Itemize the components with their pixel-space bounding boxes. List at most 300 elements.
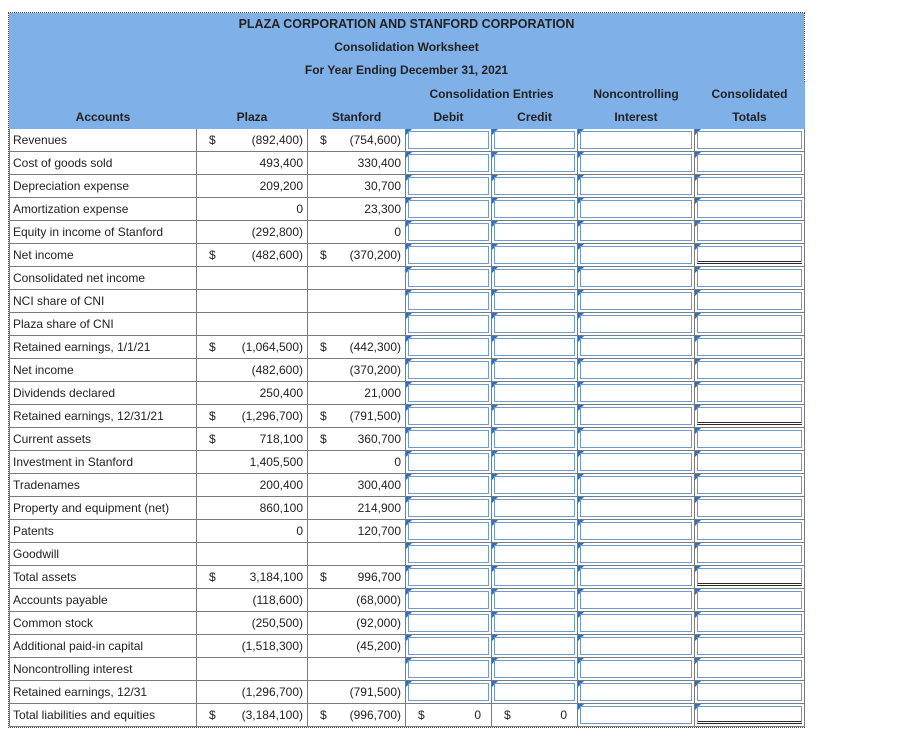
stanford-amount: 214,900 [357,501,401,515]
credit-input-box[interactable] [494,246,575,264]
credit-input[interactable] [492,566,578,589]
plaza-amount-cell [197,589,308,612]
nci-input[interactable] [578,405,695,428]
dollar-sign: $ [209,133,216,147]
nci-input[interactable] [578,221,695,244]
plaza-amount-cell [197,290,308,313]
debit-input-box[interactable] [408,591,489,609]
table-row [10,474,805,497]
plaza-amount-cell [197,313,308,336]
debit-input[interactable] [406,474,492,497]
consolidated-input-box[interactable] [697,292,802,310]
debit-input[interactable] [406,221,492,244]
nci-header-line2: Interest [578,106,695,129]
debit-input[interactable] [406,152,492,175]
stanford-amount-cell [308,359,406,382]
consolidated-input[interactable] [695,313,805,336]
credit-input-box[interactable] [494,131,575,149]
nci-input[interactable] [578,175,695,198]
debit-input[interactable] [406,313,492,336]
worksheet-table [9,82,805,727]
consolidated-input-box[interactable] [697,706,802,724]
consolidation-entries-header: Consolidation Entries [406,83,578,106]
debit-input-box[interactable] [408,683,489,701]
plaza-amount: 3,184,100 [249,570,303,584]
credit-input[interactable] [492,497,578,520]
consolidated-input-box[interactable] [697,315,802,333]
consolidated-input[interactable] [695,589,805,612]
debit-input-box[interactable] [408,637,489,655]
credit-input[interactable] [492,336,578,359]
account-name: Common stock [10,612,197,635]
nci-input-box[interactable] [580,200,692,218]
account-name: Accounts payable [10,589,197,612]
nci-input[interactable] [578,313,695,336]
consolidated-input[interactable] [695,428,805,451]
debit-input[interactable] [406,267,492,290]
consolidated-header-line2: Totals [695,106,805,129]
credit-input[interactable] [492,635,578,658]
dollar-sign: $ [320,432,327,446]
debit-input-box[interactable] [408,269,489,287]
table-row [10,566,805,589]
consolidated-input-box[interactable] [697,269,802,287]
consolidated-input[interactable] [695,658,805,681]
credit-input-box[interactable] [494,637,575,655]
stanford-amount: 23,300 [364,202,401,216]
stanford-amount: 996,700 [357,570,401,584]
nci-input-box[interactable] [580,407,692,425]
credit-input-box[interactable] [494,361,575,379]
debit-input[interactable] [406,658,492,681]
credit-input[interactable] [492,520,578,543]
credit-input[interactable] [492,129,578,152]
debit-input[interactable] [406,244,492,267]
consolidated-input[interactable] [695,612,805,635]
credit-input-box[interactable] [494,614,575,632]
credit-input-box[interactable] [494,499,575,517]
credit-input-box[interactable] [494,177,575,195]
stanford-amount-cell [308,704,406,727]
debit-input[interactable] [406,428,492,451]
nci-input[interactable] [578,658,695,681]
nci-input[interactable] [578,129,695,152]
credit-input[interactable] [492,244,578,267]
credit-input-box[interactable] [494,591,575,609]
stanford-amount-cell [308,612,406,635]
consolidated-input[interactable] [695,520,805,543]
credit-input-box[interactable] [494,338,575,356]
credit-input-box[interactable] [494,660,575,678]
debit-input-box[interactable] [408,315,489,333]
consolidated-input-box[interactable] [697,177,802,195]
debit-input[interactable] [406,290,492,313]
stanford-amount-cell [308,497,406,520]
debit-input[interactable] [406,382,492,405]
debit-input[interactable] [406,543,492,566]
consolidated-input[interactable] [695,244,805,267]
consolidated-input-box[interactable] [697,407,802,425]
credit-input-box[interactable] [494,269,575,287]
consolidated-input[interactable] [695,221,805,244]
consolidated-input[interactable] [695,359,805,382]
stanford-amount-cell [308,267,406,290]
debit-input-box[interactable] [408,660,489,678]
nci-input-box[interactable] [580,246,692,264]
debit-input-box[interactable] [408,453,489,471]
nci-input-box[interactable] [580,177,692,195]
debit-header: Debit [406,106,492,129]
nci-input-box[interactable] [580,269,692,287]
credit-input-box[interactable] [494,223,575,241]
plaza-header: Plaza [197,106,308,129]
consolidated-input-box[interactable] [697,591,802,609]
nci-input[interactable] [578,152,695,175]
consolidated-input-box[interactable] [697,499,802,517]
consolidated-input[interactable] [695,336,805,359]
nci-input-box[interactable] [580,660,692,678]
consolidation-worksheet [8,12,805,728]
account-name: Additional paid-in capital [10,635,197,658]
consolidated-input[interactable] [695,635,805,658]
nci-input[interactable] [578,336,695,359]
dollar-sign: $ [209,409,216,423]
nci-input[interactable] [578,497,695,520]
nci-input[interactable] [578,543,695,566]
credit-input[interactable] [492,543,578,566]
credit-input-box[interactable] [494,568,575,586]
stanford-amount: 360,700 [357,432,401,446]
credit-input[interactable] [492,175,578,198]
nci-input[interactable] [578,474,695,497]
credit-input-box[interactable] [494,315,575,333]
nci-input-box[interactable] [580,568,692,586]
consolidated-input[interactable] [695,129,805,152]
account-name: Retained earnings, 12/31/21 [10,405,197,428]
table-row [10,175,805,198]
consolidated-input-box[interactable] [697,660,802,678]
credit-input[interactable] [492,267,578,290]
consolidated-input[interactable] [695,382,805,405]
nci-input[interactable] [578,359,695,382]
nci-input-box[interactable] [580,522,692,540]
debit-input[interactable] [406,635,492,658]
table-row [10,382,805,405]
account-name: Patents [10,520,197,543]
nci-input-box[interactable] [580,499,692,517]
credit-input-box[interactable] [494,407,575,425]
debit-input-box[interactable] [408,292,489,310]
consolidated-input[interactable] [695,152,805,175]
credit-input[interactable] [492,382,578,405]
consolidated-input-box[interactable] [697,545,802,563]
nci-input[interactable] [578,635,695,658]
consolidated-input[interactable] [695,267,805,290]
debit-input-box[interactable] [408,499,489,517]
consolidated-input[interactable] [695,543,805,566]
nci-input[interactable] [578,681,695,704]
table-row [10,244,805,267]
consolidated-input-box[interactable] [697,200,802,218]
stanford-amount: 21,000 [364,386,401,400]
credit-input[interactable] [492,152,578,175]
consolidated-input[interactable] [695,198,805,221]
table-row [10,267,805,290]
nci-input-box[interactable] [580,315,692,333]
dollar-sign: $ [209,248,216,262]
stanford-amount: 0 [394,225,401,239]
stanford-amount: (754,600) [349,133,401,147]
credit-input[interactable] [492,681,578,704]
stanford-amount-cell [308,382,406,405]
stanford-amount: 300,400 [357,478,401,492]
consolidated-input[interactable] [695,566,805,589]
debit-input-box[interactable] [408,522,489,540]
stanford-amount-cell [308,543,406,566]
account-name: Goodwill [10,543,197,566]
debit-input[interactable] [406,405,492,428]
nci-input[interactable] [578,704,695,727]
account-name: Cost of goods sold [10,152,197,175]
consolidated-input[interactable] [695,405,805,428]
consolidated-input-box[interactable] [697,131,802,149]
debit-input[interactable] [406,589,492,612]
consolidated-input[interactable] [695,704,805,727]
stanford-amount-cell [308,152,406,175]
table-row [10,658,805,681]
credit-input[interactable] [492,290,578,313]
plaza-amount-cell [197,658,308,681]
credit-input[interactable] [492,451,578,474]
account-name: Net income [10,359,197,382]
dollar-sign: $ [320,340,327,354]
debit-input-box[interactable] [408,154,489,172]
credit-input-box[interactable] [494,200,575,218]
debit-input[interactable] [406,451,492,474]
plaza-amount-cell [197,520,308,543]
consolidated-input[interactable] [695,681,805,704]
account-name: Consolidated net income [10,267,197,290]
nci-input[interactable] [578,198,695,221]
debit-input-box[interactable] [408,430,489,448]
nci-input-box[interactable] [580,361,692,379]
credit-input-box[interactable] [494,154,575,172]
consolidated-input-box[interactable] [697,683,802,701]
stanford-amount: (68,000) [356,593,401,607]
credit-input-box[interactable] [494,476,575,494]
nci-input-box[interactable] [580,430,692,448]
credit-input-box[interactable] [494,453,575,471]
stanford-amount: (791,500) [349,409,401,423]
credit-input-box[interactable] [494,384,575,402]
debit-input-box[interactable] [408,223,489,241]
consolidated-input-box[interactable] [697,338,802,356]
nci-input-box[interactable] [580,591,692,609]
worksheet-subtitle: Consolidation Worksheet [334,40,479,54]
debit-input[interactable] [406,175,492,198]
consolidated-input-box[interactable] [697,246,802,264]
table-row [10,589,805,612]
nci-input-box[interactable] [580,706,692,724]
credit-input-box[interactable] [494,430,575,448]
stanford-amount-cell [308,244,406,267]
nci-input[interactable] [578,612,695,635]
consolidated-input-box[interactable] [697,430,802,448]
plaza-amount-cell [197,566,308,589]
plaza-amount: (482,600) [251,248,303,262]
nci-input[interactable] [578,382,695,405]
nci-input[interactable] [578,428,695,451]
debit-input[interactable] [406,336,492,359]
plaza-amount: 250,400 [259,386,303,400]
consolidated-input-box[interactable] [697,522,802,540]
debit-input-box[interactable] [408,246,489,264]
nci-input[interactable] [578,566,695,589]
nci-input[interactable] [578,451,695,474]
account-name: NCI share of CNI [10,290,197,313]
debit-input-box[interactable] [408,338,489,356]
consolidated-input-box[interactable] [697,154,802,172]
credit-input[interactable] [492,405,578,428]
consolidated-input[interactable] [695,497,805,520]
plaza-amount-cell [197,428,308,451]
dollar-sign: $ [320,708,327,722]
debit-input[interactable] [406,198,492,221]
header-row-1 [10,83,805,106]
stanford-amount-cell [308,290,406,313]
nci-input-box[interactable] [580,614,692,632]
nci-input-box[interactable] [580,131,692,149]
debit-input-box[interactable] [408,384,489,402]
debit-input-box[interactable] [408,568,489,586]
consolidated-input[interactable] [695,290,805,313]
stanford-amount-cell [308,635,406,658]
worksheet-period: For Year Ending December 31, 2021 [304,63,509,77]
stanford-amount-cell [308,428,406,451]
nci-input[interactable] [578,267,695,290]
table-row [10,497,805,520]
debit-total [406,704,492,727]
table-row [10,129,805,152]
worksheet-title: PLAZA CORPORATION AND STANFORD CORPORATION [238,17,575,31]
nci-input-box[interactable] [580,384,692,402]
plaza-amount: 1,405,500 [249,455,303,469]
consolidated-input-box[interactable] [697,476,802,494]
debit-input-box[interactable] [408,545,489,563]
stanford-amount-cell [308,221,406,244]
nci-input[interactable] [578,244,695,267]
consolidated-input-box[interactable] [697,223,802,241]
nci-input[interactable] [578,520,695,543]
credit-input[interactable] [492,359,578,382]
consolidated-input-box[interactable] [697,453,802,471]
table-row [10,359,805,382]
credit-input-box[interactable] [494,522,575,540]
stanford-amount-cell [308,566,406,589]
nci-input-box[interactable] [580,338,692,356]
plaza-amount: 0 [296,202,303,216]
credit-input-box[interactable] [494,292,575,310]
debit-total-value: 0 [474,708,481,722]
credit-input[interactable] [492,612,578,635]
debit-input[interactable] [406,681,492,704]
account-name: Amortization expense [10,198,197,221]
stanford-amount-cell [308,129,406,152]
nci-input-box[interactable] [580,637,692,655]
credit-input[interactable] [492,221,578,244]
debit-input-box[interactable] [408,177,489,195]
consolidated-input-box[interactable] [697,361,802,379]
nci-input-box[interactable] [580,683,692,701]
account-name: Tradenames [10,474,197,497]
credit-input[interactable] [492,589,578,612]
plaza-amount: (1,296,700) [241,409,303,423]
debit-input[interactable] [406,129,492,152]
stanford-amount-cell [308,451,406,474]
account-name: Total assets [10,566,197,589]
credit-input-box[interactable] [494,545,575,563]
consolidated-input-box[interactable] [697,637,802,655]
nci-input[interactable] [578,589,695,612]
nci-input-box[interactable] [580,453,692,471]
stanford-amount-cell [308,589,406,612]
nci-input-box[interactable] [580,292,692,310]
debit-input[interactable] [406,497,492,520]
credit-input-box[interactable] [494,683,575,701]
debit-input-box[interactable] [408,200,489,218]
nci-input-box[interactable] [580,545,692,563]
consolidated-input[interactable] [695,451,805,474]
credit-input[interactable] [492,658,578,681]
debit-input-box[interactable] [408,476,489,494]
plaza-amount-cell [197,336,308,359]
account-name: Total liabilities and equities [10,704,197,727]
plaza-amount-cell [197,359,308,382]
credit-input[interactable] [492,313,578,336]
nci-input-box[interactable] [580,476,692,494]
debit-input-box[interactable] [408,131,489,149]
credit-input[interactable] [492,428,578,451]
consolidated-input-box[interactable] [697,614,802,632]
nci-input[interactable] [578,290,695,313]
consolidated-input-box[interactable] [697,384,802,402]
plaza-amount: 0 [296,524,303,538]
stanford-amount-cell [308,198,406,221]
debit-input[interactable] [406,566,492,589]
consolidated-input[interactable] [695,175,805,198]
nci-input-box[interactable] [580,154,692,172]
consolidated-input[interactable] [695,474,805,497]
table-row [10,612,805,635]
dollar-sign: $ [209,340,216,354]
stanford-amount-cell [308,175,406,198]
debit-input-box[interactable] [408,361,489,379]
credit-input[interactable] [492,198,578,221]
account-name: Noncontrolling interest [10,658,197,681]
plaza-amount-cell [197,681,308,704]
debit-input[interactable] [406,612,492,635]
debit-input[interactable] [406,359,492,382]
nci-input-box[interactable] [580,223,692,241]
debit-input[interactable] [406,520,492,543]
debit-input-box[interactable] [408,614,489,632]
credit-input[interactable] [492,474,578,497]
debit-input-box[interactable] [408,407,489,425]
plaza-amount-cell [197,635,308,658]
consolidated-input-box[interactable] [697,568,802,586]
stanford-amount: 30,700 [364,179,401,193]
account-name: Plaza share of CNI [10,313,197,336]
